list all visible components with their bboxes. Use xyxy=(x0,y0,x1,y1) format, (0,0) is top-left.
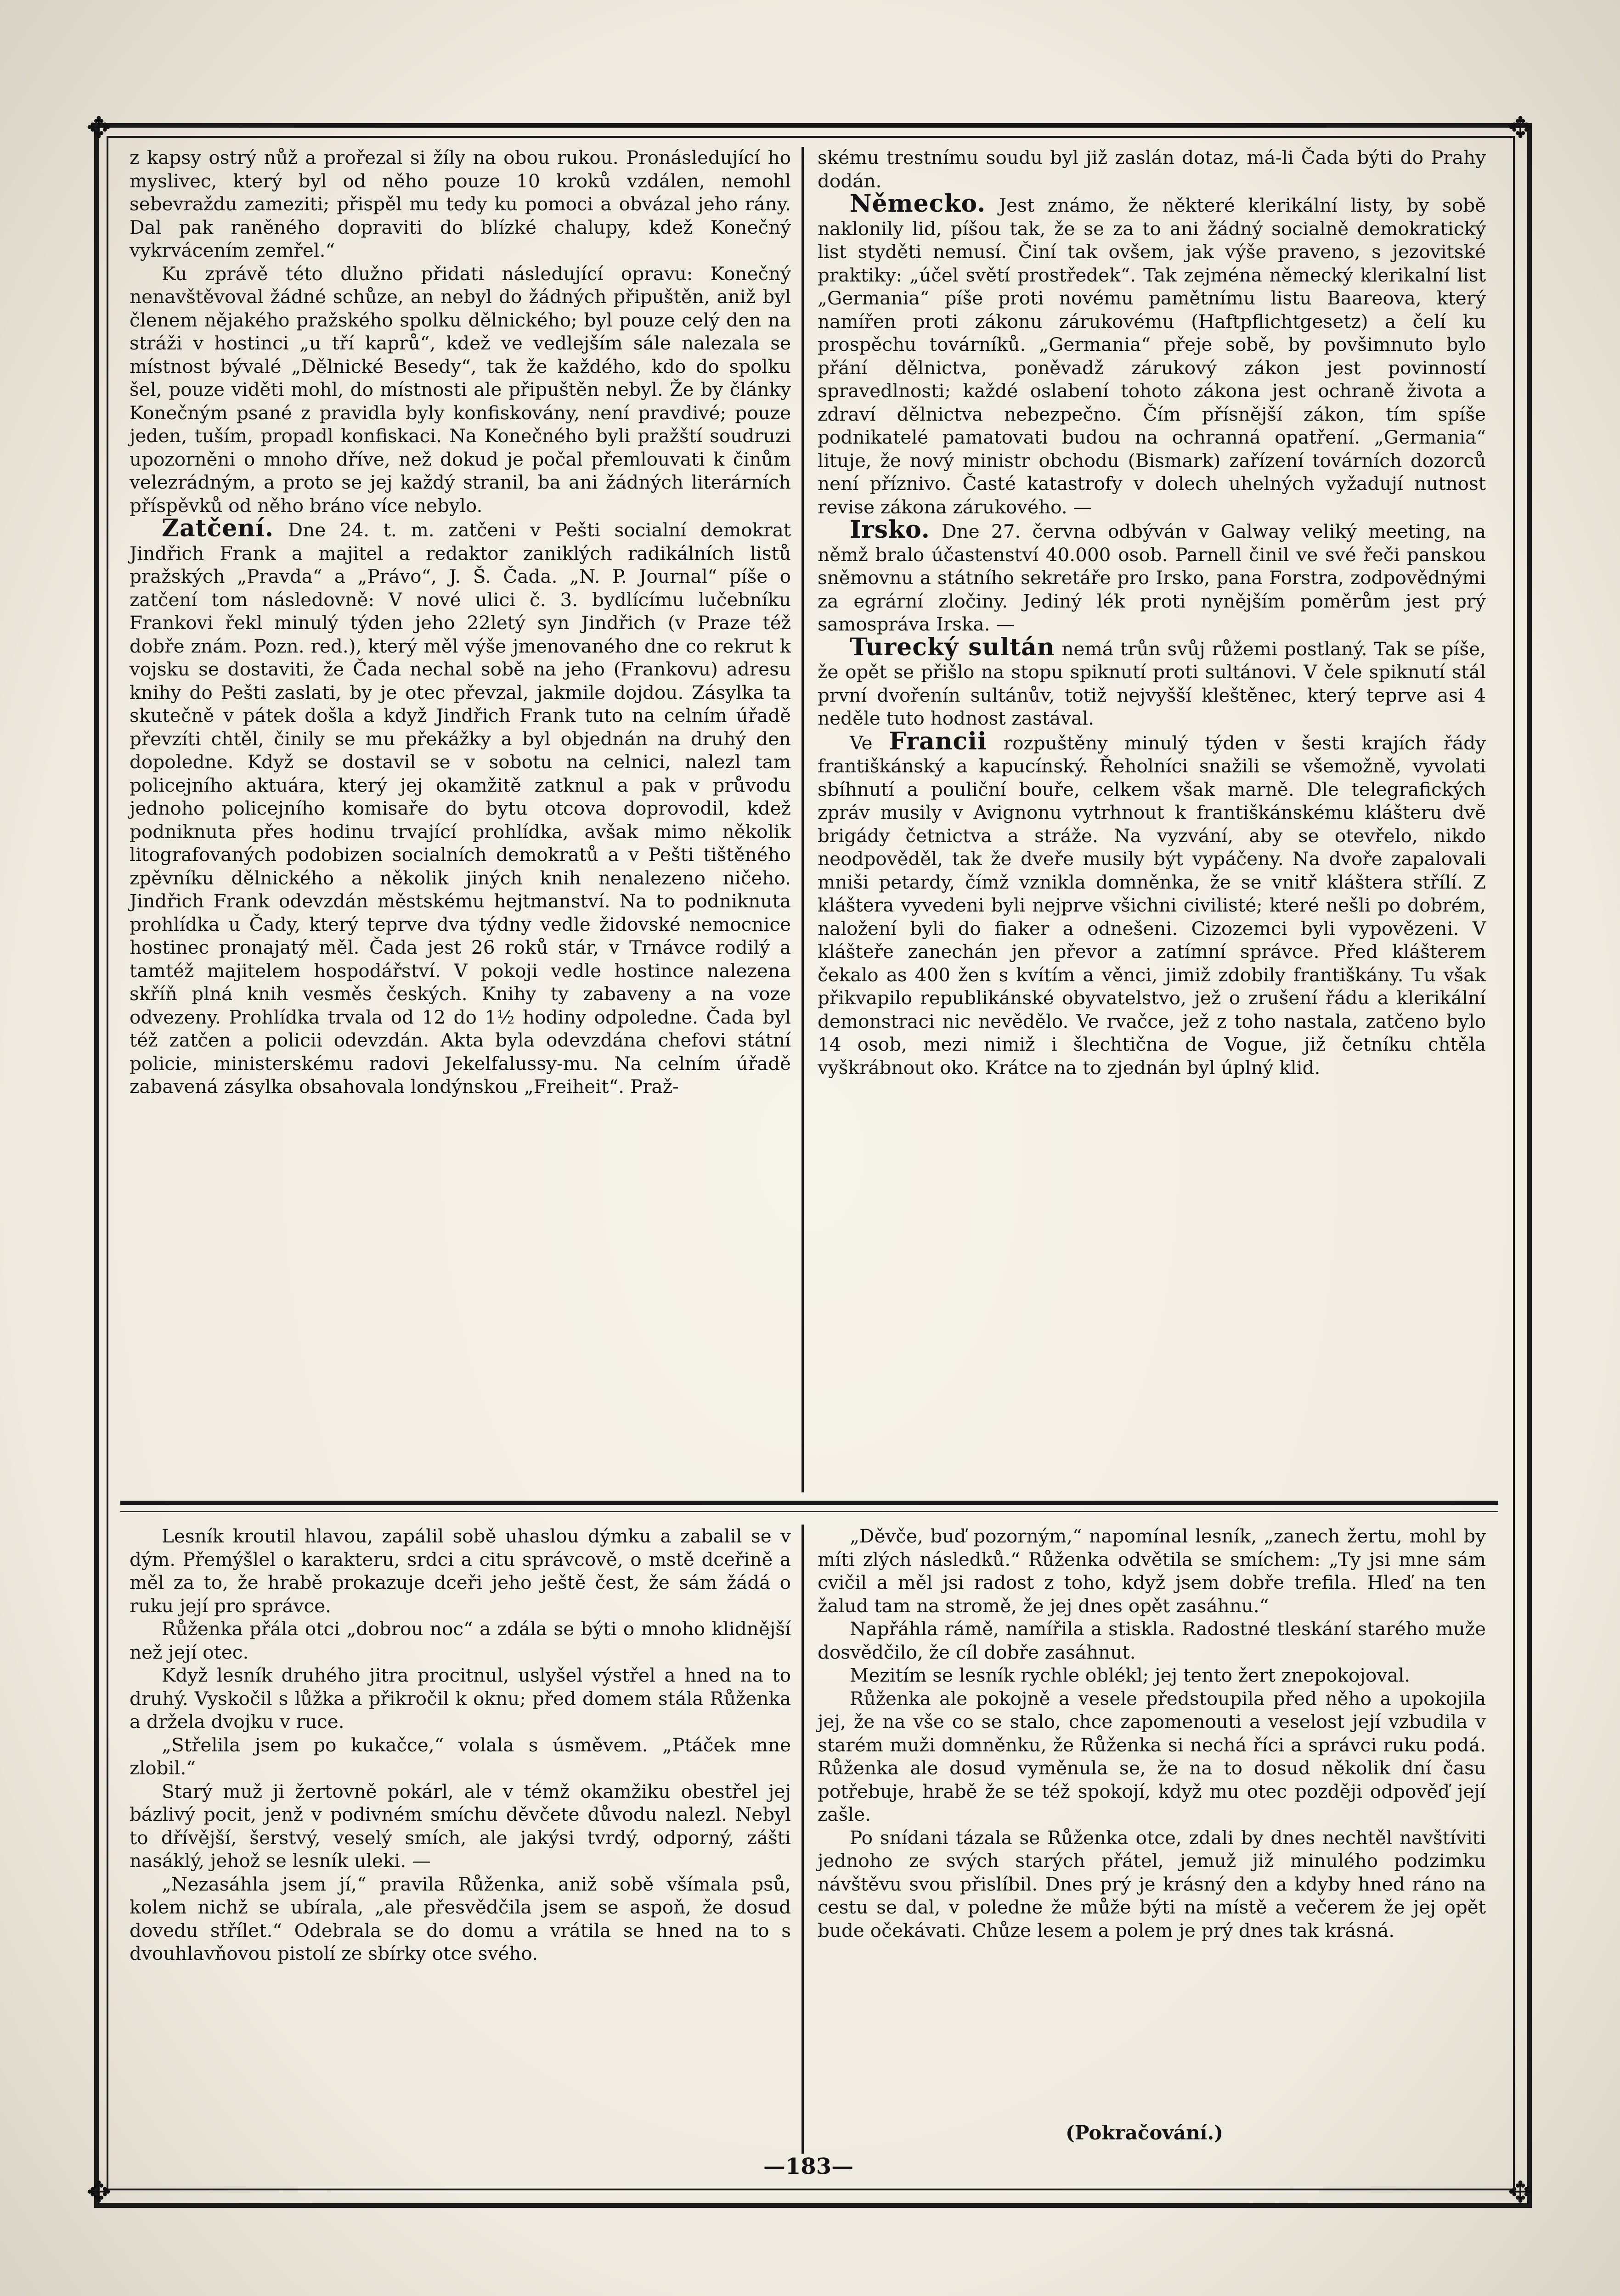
page-number: —183— xyxy=(763,2154,854,2179)
story-paragraph: Mezitím se lesník rychle oblékl; jej tento žert znepokojoval. xyxy=(850,1664,1411,1686)
corner-ornament-icon: ✥ xyxy=(86,2176,111,2210)
corner-ornament-icon: ✥ xyxy=(86,111,111,145)
story-paragraph: Starý muž ji žertovně pokárl, ale v témž okamžiku obestřel jej bázlivý pocit, jenž v podivném smíchu děvčete důvodu nalezl. Nebyl to dřívější, šerstvý, veselý smích, ale jakýsi tvrdý, odporný, zášti nasáklý, jehož se lesník uleki. — xyxy=(130,1780,791,1872)
article-heading: Francii xyxy=(889,727,987,755)
article-paragraph: skému trestnímu soudu byl již zaslán dotaz, má-li Čada býti do Prahy dodán. xyxy=(818,146,1486,192)
column-divider-bottom xyxy=(802,1525,804,2154)
story-paragraph: Růženka ale pokojně a vesele předstoupila před něho a upokojila jej, že na vše co se stalo, chce zapomenouti a veselost její vzbudila v starém muži domněnku, že Růženka si nechá říci a správci ruku podá. Růženka ale dosud vyměnula se, že na to dosud několik dní času potřebuje, hrabě že se též spokojí, když mu otec později odpověď její zašle. xyxy=(818,1687,1486,1825)
article-paragraph: Turecký sultán nemá trůn svůj růžemi postlaný. Tak se píše, že opět se přišlo na stopu spiknutí proti sultánovi. V čele spiknutí stál první dvořenín sultánův, totiž nejvyšší kleštěnec, který teprve asi 4 neděle tuto hodnost zastával. xyxy=(818,633,1486,729)
corner-ornament-icon: ✥ xyxy=(1508,2176,1533,2210)
section-divider-thin xyxy=(120,1511,1498,1512)
feuilleton-column-left xyxy=(130,1525,791,1965)
article-paragraph: z kapsy ostrý nůž a prořezal si žíly na obou rukou. Pronásledující ho myslivec, který byl od něho pouze 10 kroků vzdálen, nemohl sebevraždu zameziti; přispěl mu tedy ku pomoci a obvázal jeho rány. Dal pak raněného dopraviti do blízké chalupy, kdež Konečný vykrvácením zemřel.“ xyxy=(130,146,791,261)
article-paragraph: Ve Francii rozpuštěny minulý týden v šesti krajích řády františkánský a kapucínský. Řeholníci snažili se všemožně, vyvolati sbíhnutí a pouliční bouře, celkem však marně. Dle telegrafických zpráv musily v Avignonu vytrhnout k františkánskému klášteru dvě brigády četnictva a stráže. Na vyzvání, aby se otevřelo, nikdo neodpověděl, tak že dveře musily být vypáčeny. Na dvoře zapalovali mniši petardy, čímž vznikla domněnka, že se vnitř kláštera střílí. Z kláštera vyvedeni byli nejprve všichni civilisté; které nešli po dobrém, naložení byli do fiaker a odnešeni. Cizozemci byli vypovězeni. V klášteře zanechán jen převor a zatímní správce. Před klášterem čekalo as 400 žen s kvítím a věnci, jimiž zdobily františkány. Tu však přikvapilo republikánské obyvatelstvo, jež o zrušení řádu a klerikální demonstraci nic nevědělo. Ve rvačce, jež z toho nastala, zatčeno bylo 14 osob, mezi nimiž i šlechtična de Vogue, již četníku chtěla vyškrábnout oko. Krátce na to zjednán byl úplný klid. xyxy=(818,727,1486,1079)
article-heading: Turecký sultán xyxy=(850,633,1055,661)
news-column-left xyxy=(130,146,791,1098)
column-divider-top xyxy=(802,147,804,1492)
article-paragraph: Ku zprávě této dlužno přidati následující opravu: Konečný nenavštěvoval žádné schůze, an nebyl do žádných připuštěn, aniž byl členem nějakého pražského spolku dělnického; byl pouze celý den na stráži v hostinci „u tří kaprů“, kdež ve vedlejším sále nalezala se místnost bývalé „Dělnické Besedy“, tak že každého, kdo do spolku šel, pouze viděti mohl, do místnosti ale připuštěn nebyl. Že by články Konečným psané z pravidla byly konfiskovány, není pravdivé; pouze jeden, tuším, propadl konfiskaci. Na Konečného byli pražští soudruzi upozorněni o mnoho dříve, než dokud je počal přemlouvati k činům velezrádným, a proto se jej každý stranil, ba ani žádných literárních příspěvků od něho bráno více nebylo. xyxy=(130,262,791,517)
article-heading: Německo. xyxy=(850,190,986,218)
story-paragraph: „Nezasáhla jsem jí,“ pravila Růženka, aniž sobě všímala psů, kolem nichž se ubírala, „ale přesvědčila jsem se aspoň, že dosud dovedu střílet.“ Odebrala se do domu a vrátila se hned na to s dvouhlavňovou pistolí ze sbírky otce svého. xyxy=(130,1873,791,1964)
story-paragraph: Růženka přála otci „dobrou noc“ a zdála se býti o mnoho klidnější než její otec. xyxy=(130,1618,791,1663)
story-paragraph: Lesník kroutil hlavou, zapálil sobě uhaslou dýmku a zabalil se v dým. Přemýšlel o karakteru, srdci a citu správcově, o mstě dceřině a měl za to, že hrabě prokazuje dceři jeho ještě čest, že sám žádá o ruku její pro správce. xyxy=(130,1525,791,1617)
continuation-note: (Pokračování.) xyxy=(1066,2122,1223,2144)
feuilleton-column-right xyxy=(818,1525,1486,1942)
story-paragraph: Napřáhla rámě, namířila a stiskla. Radostné tleskání starého muže dosvědčilo, že cíl dobře zasáhnut. xyxy=(818,1618,1486,1663)
story-paragraph: „Střelila jsem po kukačce,“ volala s úsměvem. „Ptáček mne zlobil.“ xyxy=(130,1733,791,1779)
article-paragraph: Zatčení. Dne 24. t. m. zatčeni v Pešti socialní demokrat Jindřich Frank a majitel a redaktor zaniklých radikálních listů pražských „Pravda“ a „Právo“, J. Š. Čada. „N. P. Journal“ píše o zatčení tom následovně: V nové ulici č. 3. bydlícímu lučebníku Frankovi řekl minulý týden jeho 22letý syn Jindřich (v Praze též dobře znám. Pozn. red.), který měl výše jmenovaného dne co rekrut k vojsku se dostaviti, že Čada nechal sobě na jeho (Frankovu) adresu knihy do Pešti zaslati, by je otec převzal, jakmile dojdou. Zásylka ta skutečně v pátek došla a když Jindřich Frank tuto na celním úřadě převzíti chtěl, činily se mu překážky a byl objednán na druhý den dopoledne. Když se dostavil se v sobotu na celnici, nalezl tam policejního aktuára, který jej okamžitě zatknul a pak v průvodu jednoho policejního komisaře do bytu otcova doprovodil, kdež podniknuta přes hodinu trvající prohlídka, avšak mimo několik litografovaných podobizen socialních demokratů a v Pešti tištěného zpěvníku dělnického a několik jiných knih nenalezeno ničeho. Jindřich Frank odevzdán městskému hejtmanství. Na to podniknuta prohlídka u Čady, který teprve dva týdny vedle židovské nemocnice hostinec pronajatý měl. Čada jest 26 roků stár, v Trnávce rodilý a tamtéž majitelem hospodářství. V pokoji vedle hostince nalezena skříň plná knih vesměs českých. Knihy ty zabaveny a na voze odvezeny. Prohlídka trvala od 12 do 1½ hodiny odpoledne. Čada byl též zatčen a policii odevzdán. Akta byla odevzdána chefovi státní policie, ministerskému radovi Jekelfalussy-mu. Na celním úřadě zabavená zásylka obsahovala londýnskou „Freiheit“. Praž- xyxy=(130,514,791,1097)
story-paragraph: Když lesník druhého jitra procitnul, uslyšel výstřel a hned na to druhý. Vyskočil s lůžka a přikročil k oknu; před domem stála Růženka a držela dvojku v ruce. xyxy=(130,1664,791,1733)
corner-ornament-icon: ✥ xyxy=(1508,111,1533,145)
story-paragraph: Po snídani tázala se Růženka otce, zdali by dnes nechtěl navštíviti jednoho ze svých starých přátel, jemuž již minulého podzimku návštěvu svou přislíbil. Dnes prý je krásný den a kdyby hned ráno na cestu se dal, v poledne že může býti na místě a večerem že jej opět bude očekávati. Chůze lesem a polem je prý dnes tak krásná. xyxy=(818,1826,1486,1941)
article-heading: Irsko. xyxy=(850,516,930,544)
article-heading: Zatčení. xyxy=(162,514,274,542)
article-paragraph: Německo. Jest známo, že některé klerikální listy, by sobě naklonily lid, píšou tak, že se za to ani žádný socialně demokratický list styděti nemusí. Činí tak ovšem, jak výše praveno, s jezovitské praktiky: „účel světí prostředek“. Tak zejména německý klerikalní list „Germania“ píše proti novému pamětnímu listu Baareova, který namířen proti zákonu zárukovému (Haftpflichtgesetz) a čelí ku prospěchu továrníků. „Germania“ přeje sobě, by povšimnuto bylo přání dělnictva, poněvadž zárukový zákon jest povinností spravedlnosti; každé oslabení tohoto zákona jest ochraně života a zdraví dělnictva nebezpečno. Čím přísnější zákon, tím spíše podnikatelé pamatovati budou na ochranná opatření. „Germania“ lituje, že nový ministr obchodu (Bismark) zařízení továrních dozorců není příznivo. Časté katastrofy v dolech uhelných vyžadují nutnost revise zákona zárukového. — xyxy=(818,190,1486,518)
article-paragraph: Irsko. Dne 27. června odbýván v Galway veliký meeting, na němž bralo účastenství 40.000 osob. Parnell činil ve své řeči panskou sněmovnu a státního sekretáře pro Irsko, pana Forstra, zodpovědnými za egrární zločiny. Jediný lék proti nynějším poměrům jest prý samospráva Irska. — xyxy=(818,516,1486,635)
news-column-right xyxy=(818,146,1486,1079)
story-paragraph: „Děvče, buď pozorným,“ napomínal lesník, „zanech žertu, mohl by míti zlých následků.“ Růženka odvětila se smíchem: „Ty jsi mne sám cvičil a měl jsi radost z toho, když jsem dobře trefila. Hleď na ten žalud tam na stromě, že jej dnes opět zasáhnu.“ xyxy=(818,1525,1486,1617)
section-divider-thick xyxy=(120,1501,1498,1505)
